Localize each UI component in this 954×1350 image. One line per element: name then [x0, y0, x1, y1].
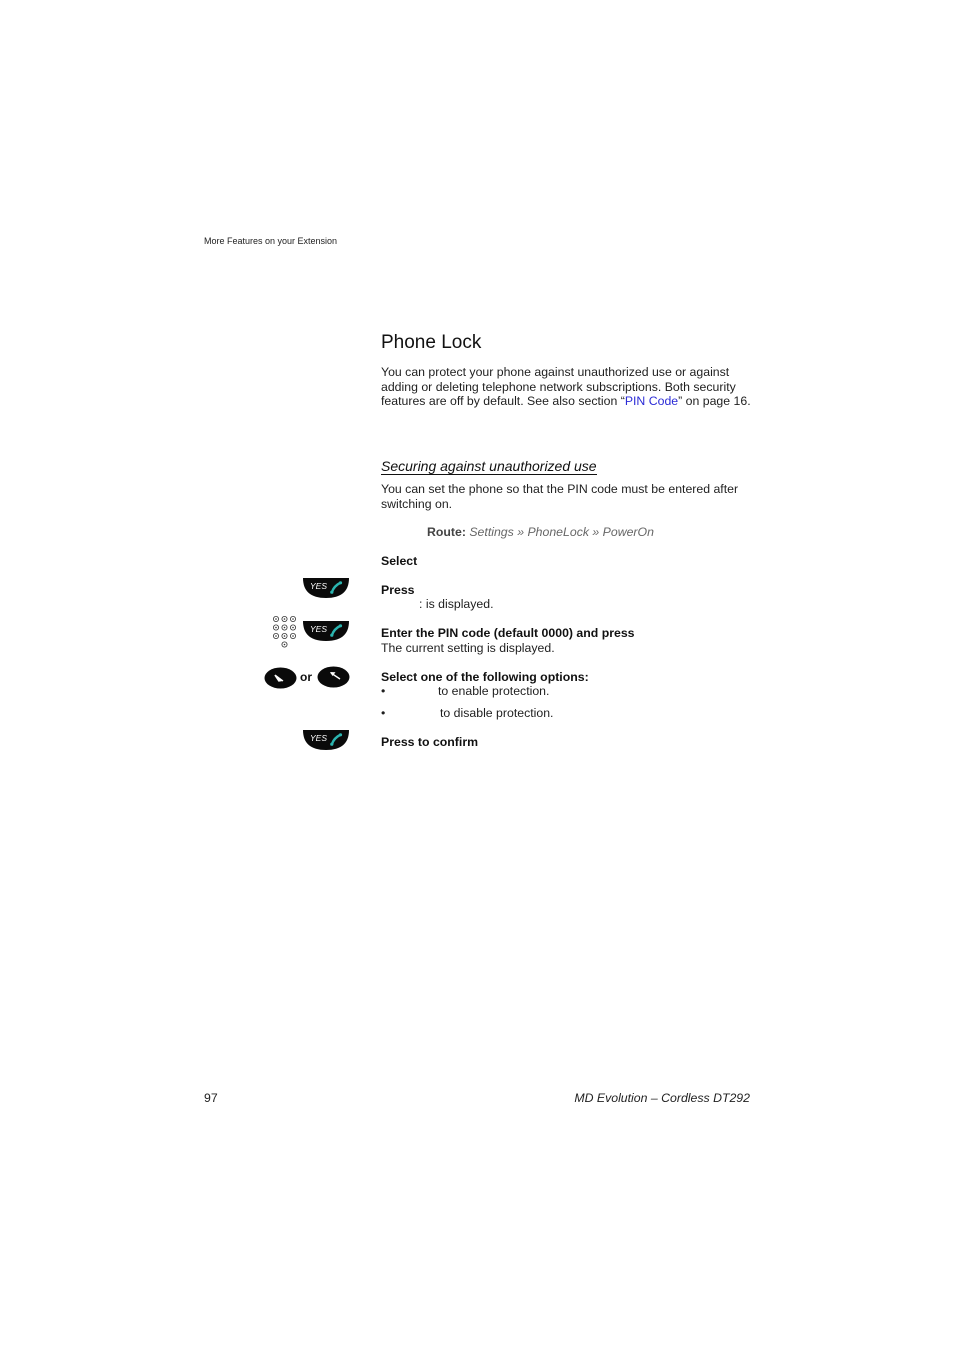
yes-key-icon: [302, 729, 350, 751]
yes-key-icon: [302, 577, 350, 599]
intro-text-before: You can protect your phone against unauthorized use or against adding or deleting telephone network subscriptions. Both security features are off by default. See also section “: [381, 365, 736, 409]
option-enable-text: to enable protection.: [438, 684, 550, 698]
or-label: or: [300, 670, 312, 684]
step-press-detail: : is displayed.: [419, 597, 494, 611]
option-enable: [381, 684, 550, 698]
keypad-icon: [272, 615, 298, 649]
step-enter-pin: Enter the PIN code (default 0000) and press: [381, 626, 635, 640]
pin-code-link[interactable]: PIN Code: [624, 394, 679, 409]
page-title: Phone Lock: [381, 332, 482, 353]
svg-text:YES: YES: [310, 733, 328, 743]
svg-text:YES: YES: [310, 624, 328, 634]
page-number: 97: [204, 1091, 218, 1105]
intro-paragraph: [381, 365, 751, 409]
running-header: More Features on your Extension: [204, 236, 338, 246]
svg-text:YES: YES: [310, 581, 328, 591]
navigation-down-key-icon: [264, 667, 297, 689]
bullet-dot: •: [381, 684, 386, 698]
step-select-options: Select one of the following options:: [381, 670, 589, 684]
navigation-up-key-icon: [317, 666, 350, 688]
route-line: [427, 525, 654, 539]
option-disable-text: to disable protection.: [440, 706, 554, 720]
subsection-title: Securing against unauthorized use: [381, 458, 597, 474]
product-name: MD Evolution – Cordless DT292: [574, 1091, 750, 1105]
option-disable: [381, 706, 554, 720]
step-press: Press: [381, 583, 415, 597]
step-select: Select: [381, 554, 418, 568]
yes-key-icon: [302, 620, 350, 642]
intro-text-after: ” on page 16.: [678, 394, 751, 409]
subsection-paragraph: You can set the phone so that the PIN code must be entered after switching on.: [381, 482, 739, 511]
route-label: Route:: [427, 525, 466, 539]
step-confirm: Press to confirm: [381, 735, 479, 749]
step-enter-pin-detail: The current setting is displayed.: [381, 641, 555, 655]
route-path: Settings » PhoneLock » PowerOn: [469, 525, 654, 539]
bullet-dot: •: [381, 706, 386, 720]
